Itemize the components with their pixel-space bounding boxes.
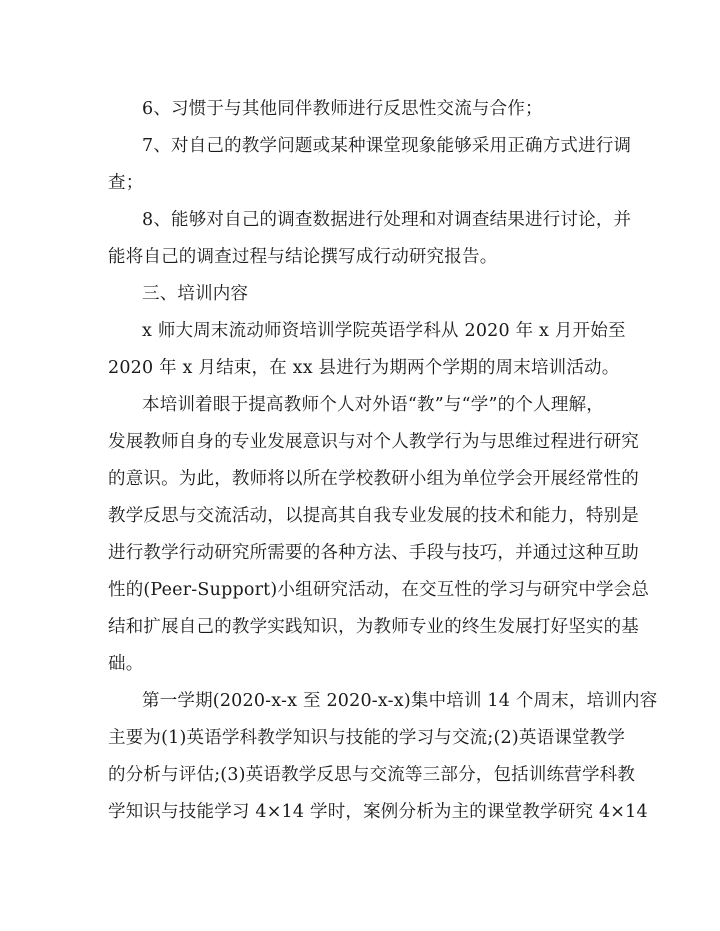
text-line-2: 7、对自己的教学问题或某种课堂现象能够采用正确方式进行调 — [142, 136, 632, 156]
text-line-17: 第一学期(2020-x-x 至 2020-x-x)集中培训 14 个周末，培训内容 — [142, 691, 658, 711]
text-line-1: 6、习惯于与其他同伴教师进行反思性交流与合作； — [142, 99, 543, 119]
text-line-14: 性的(Peer-Support)小组研究活动，在交互性的学习与研究中学会总 — [108, 580, 650, 600]
text-line-13: 进行教学行动研究所需要的各种方法、手段与技巧，并通过这种互助 — [108, 543, 639, 563]
text-line-4: 8、能够对自己的调查数据进行处理和对调查结果进行讨论，并 — [142, 210, 632, 230]
text-line-20: 学知识与技能学习 4×14 学时，案例分析为主的课堂教学研究 4×14 — [108, 802, 648, 822]
text-line-7: x 师大周末流动师资培训学院英语学科从 2020 年 x 月开始至 — [142, 321, 626, 341]
section-heading: 三、培训内容 — [142, 284, 249, 304]
text-line-11: 的意识。为此，教师将以所在学校教研小组为单位学会开展经常性的 — [108, 469, 639, 489]
text-line-12: 教学反思与交流活动，以提高其自我专业发展的技术和能力，特别是 — [108, 506, 639, 526]
text-line-5: 能将自己的调查过程与结论撰写成行动研究报告。 — [108, 247, 498, 267]
text-line-16: 础。 — [108, 654, 144, 674]
text-line-15: 结和扩展自己的教学实践知识，为教师专业的终生发展打好坚实的基 — [108, 617, 639, 637]
text-line-3: 查； — [108, 173, 144, 193]
text-line-18: 主要为(1)英语学科教学知识与技能的学习与交流;(2)英语课堂教学 — [108, 728, 626, 748]
text-line-19: 的分析与评估;(3)英语教学反思与交流等三部分，包括训练营学科教 — [108, 765, 636, 785]
text-line-8: 2020 年 x 月结束，在 xx 县进行为期两个学期的周末培训活动。 — [108, 358, 620, 378]
text-line-9: 本培训着眼于提高教师个人对外语“教”与“学”的个人理解， — [142, 395, 604, 415]
text-line-10: 发展教师自身的专业发展意识与对个人教学行为与思维过程进行研究 — [108, 432, 639, 452]
